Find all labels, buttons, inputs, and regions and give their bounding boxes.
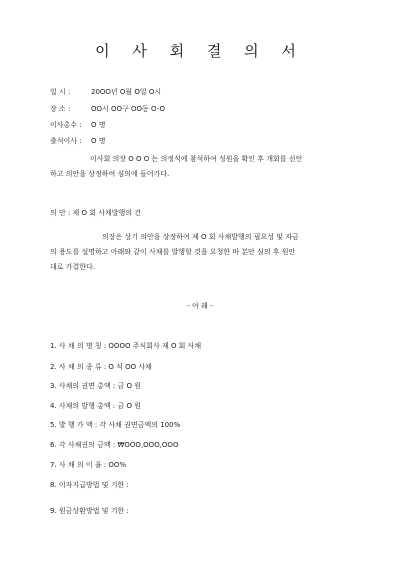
body-line-3: 대로 가결한다. — [50, 263, 96, 271]
header-date-value: 20OO년 O월 O일 O시 — [91, 88, 162, 96]
list-item-issue-price: 5. 발 행 가 액 : 각 사채 권면금액의 100% — [50, 421, 181, 429]
intro-line-2: 하고 의안을 상정하여 심의에 들어가다. — [50, 170, 170, 178]
agenda-line: 의 안 : 제 O 회 사채발행의 건 — [50, 209, 142, 217]
list-item-issue-total: 4. 사채의 발행 총액 : 금 O 원 — [50, 402, 141, 410]
header-directors-present-label: 출석이사 : — [50, 137, 82, 145]
header-directors-total-value: O 명 — [91, 121, 106, 129]
list-item-name: 1. 사 채 의 명 칭 : OOOO 주식회사 제 O 회 사채 — [50, 342, 202, 350]
body-line-2: 의 용도를 설명하고 아래와 같이 사채를 발행할 것을 요청한 바 분안 심의 후 원안 — [50, 248, 296, 256]
list-item-bond-amount: 6. 각 사채권의 금액 : ₩OOO,OOO,OOO — [50, 441, 179, 449]
body-line-1: 의장은 상기 의안을 상정하여 제 O 회 사채발행의 필요성 및 자금 — [102, 233, 299, 241]
list-item-interest-rate: 7. 사 채 의 이 율 : OO% — [50, 461, 127, 469]
list-item-interest-payment: 8. 이자지급방법 및 기한 : — [50, 481, 129, 489]
list-item-face-total: 3. 사채의 권면 총액 : 금 O 원 — [50, 382, 141, 390]
header-directors-present-value: O 명 — [91, 137, 106, 145]
list-item-principal-repayment: 9. 원금상환방법 및 기한 : — [50, 507, 129, 515]
header-date-label: 일 시 : — [50, 88, 71, 96]
section-heading: - 아 래 - — [187, 302, 213, 310]
document-title: 이 사 회 결 의 서 — [95, 42, 305, 60]
header-directors-total-label: 이사총수 : — [50, 121, 82, 129]
header-place-label: 장 소 : — [50, 105, 71, 113]
header-place-value: OO시 OO구 OO동 O-O — [91, 105, 165, 113]
list-item-type: 2. 사 채 의 종 류 : O 식 OO 사채 — [50, 363, 152, 371]
intro-line-1: 이사회 의장 O O O 는 의정석에 참석하여 성원을 확인 후 개회를 선언 — [90, 155, 303, 163]
